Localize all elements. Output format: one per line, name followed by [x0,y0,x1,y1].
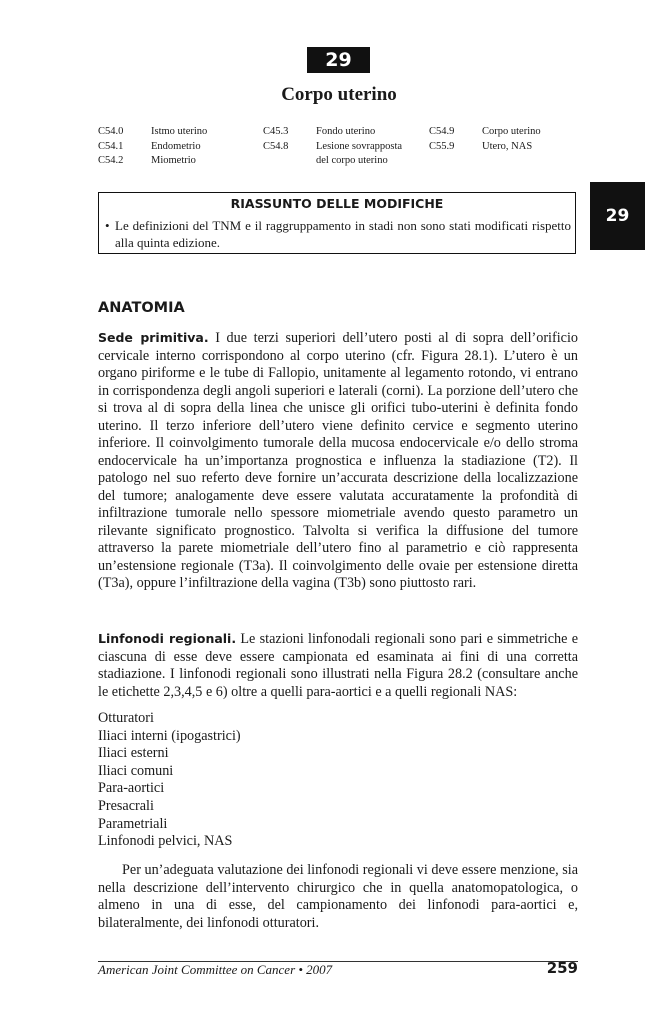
site-label: Corpo uterino [482,126,541,137]
summary-of-changes-box [98,192,576,254]
site-code: C55.9 [429,140,455,152]
list-item: Para-aortici [98,780,165,797]
code-column-2 [263,125,288,154]
paragraph-lead: Linfonodi regionali. [98,631,237,646]
site-label: del corpo uterino [316,155,388,166]
paragraph-text: Le stazioni linfonodali regionali sono pari e simmetriche e ciascuna di esse deve essere campionata ed esaminata ai fini di una corretta stadiazione. I linfonodi regionali sono illustrati nella Figura 28.2 (consultare anche le etichette 2,3,4,5 e 6) oltre a quelli para-aortici e a quelli regionali NAS: [98,631,578,700]
chapter-number-badge: 29 [307,47,370,73]
label-column-1 [151,125,207,169]
section-heading-anatomy: ANATOMIA [98,300,185,316]
list-item: Iliaci comuni [98,762,174,779]
list-item: Linfonodi pelvici, NAS [98,833,233,850]
site-code: C54.0 [98,126,124,137]
label-column-3 [482,125,541,154]
summary-item [105,217,571,251]
page-number: 259 [546,959,578,977]
list-item: Presacrali [98,797,154,814]
bullet-icon: • [105,218,110,233]
paragraph-closing: Per un’adeguata valutazione dei linfonodi regionali vi deve essere menzione, sia nella descrizione dell’intervento chirurgico che in quella anatomopatologica, o almeno in una di esse, del campionamento dei linfonodi para-aortici e, bilateralmente, dei linfonodi otturatori. [98,862,578,931]
lymph-node-list [98,710,241,851]
site-label: Miometrio [151,155,196,166]
summary-title: RIASSUNTO DELLE MODIFICHE [230,196,444,211]
site-code: C54.1 [98,140,124,152]
code-column-1 [98,125,123,169]
list-item: Otturatori [98,710,154,726]
list-item: Iliaci esterni [98,745,169,762]
paragraph-lead: Sede primitiva. [98,330,209,345]
site-label: Fondo uterino [316,126,376,137]
label-column-2 [316,125,402,169]
paragraph-text: I due terzi superiori dell’utero posti al di sopra dell’orificio cervicale interno corrispondono al corpo uterino (cfr. Figura 28.1). L’utero è un organo piriforme e le tube di Fallopio, unitamente al legamento rotondo, vi entrano in corrispondenza degli angoli superiori e laterali (corni). La porzione dell’utero che si trova al di sopra della linea che unisce gli orifici tubo-uterini è definita fondo uterino. Il terzo inferiore dell’utero viene definito cervice e segmento uterino inferiore. Il coinvolgimento tumorale della mucosa endocervicale e/o dello stroma endocervicale ha un’importanza prognostica e influenza la stadiazione (T2). Il patologo nel suo referto deve fornire un’accurata descrizione della localizzazione del tumore; analogamente deve essere valutata accuratamente la profondità di infiltrazione tumorale nello spessore miometriale avendo questo parametro un rilevante significato prognostico. Talvolta si verifica la diffusione del tumore attraverso la parete miometriale dell’utero fino al parametrio e ciò rappresenta un’estensione regionale (T3a). Il coinvolgimento delle ovaie per estensione diretta (T3a), oppure l’infiltrazione della vagina (T3b) sono piuttosto rari. [98,330,578,591]
paragraph-regional-nodes [98,630,578,701]
site-code: C54.9 [429,126,455,137]
chapter-side-tab: 29 [590,182,645,250]
site-label: Endometrio [151,140,201,152]
summary-item-text: Le definizioni del TNM e il raggruppamento in stadi non sono stati modificati rispetto alla quinta edizione. [115,218,571,250]
chapter-title: Corpo uterino [281,84,397,105]
site-label: Lesione sovrapposta [316,140,403,152]
site-code: C54.2 [98,155,124,166]
site-label: Istmo uterino [151,126,208,137]
code-column-3 [429,125,454,154]
list-item: Parametriali [98,815,168,832]
site-code: C45.3 [263,126,289,137]
list-item: Iliaci interni (ipogastrici) [98,727,241,744]
paragraph-primary-site [98,329,578,593]
site-code: C54.8 [263,140,289,152]
footer-source: American Joint Committee on Cancer • 2007 [98,962,333,977]
site-label: Utero, NAS [482,140,533,152]
